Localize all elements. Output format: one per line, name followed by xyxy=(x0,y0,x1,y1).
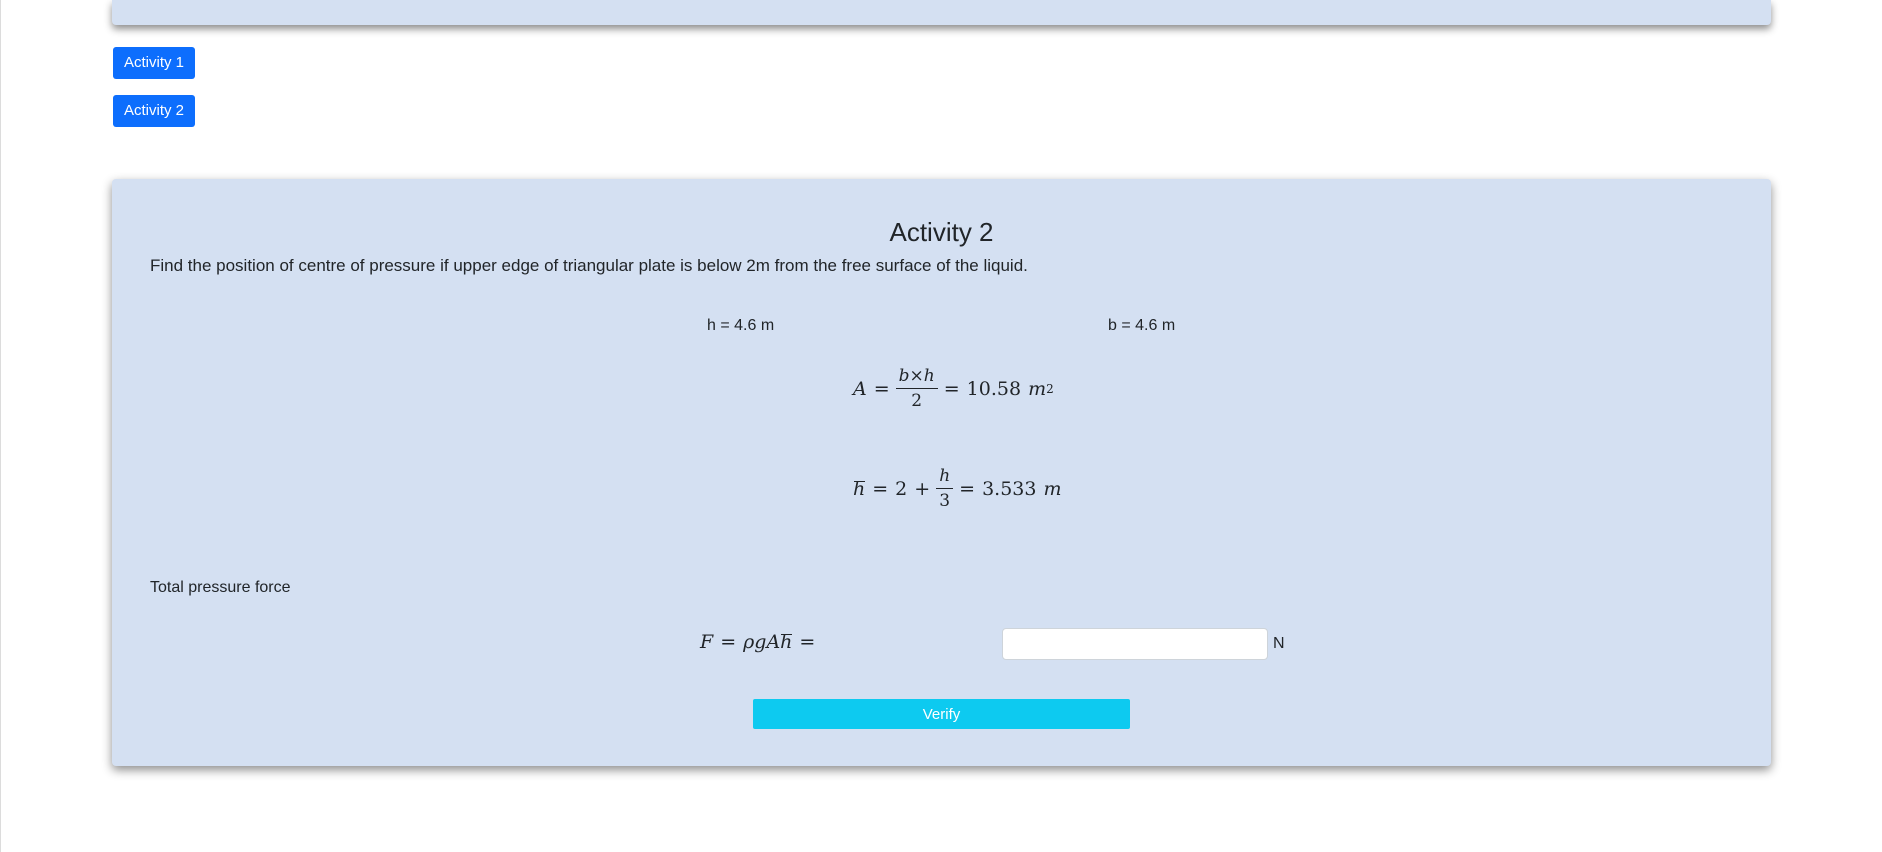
force-symbol: F xyxy=(700,631,714,653)
area-value: 10.58 xyxy=(966,377,1022,400)
verify-button[interactable]: Verify xyxy=(753,699,1130,729)
equals-sign: = xyxy=(943,377,960,400)
depth-constant: 2 xyxy=(895,477,908,500)
activity-title: Activity 2 xyxy=(889,217,994,247)
activity-card xyxy=(112,179,1771,766)
force-equation xyxy=(700,631,815,653)
area-symbol: A xyxy=(853,377,867,400)
given-height: h = 4.6 m xyxy=(707,317,775,334)
force-unit: N xyxy=(1273,635,1285,652)
total-pressure-force-label: Total pressure force xyxy=(150,579,291,596)
equals-sign: = xyxy=(872,477,889,500)
centroid-depth-equation xyxy=(853,466,1062,511)
h-bar-symbol: h xyxy=(853,477,866,500)
question-text: Find the position of centre of pressure if upper edge of triangular plate is below 2m from the free surface of the liquid. xyxy=(150,256,1028,275)
equals-sign: = xyxy=(720,631,737,653)
area-unit: m xyxy=(1028,377,1047,400)
area-equation xyxy=(853,366,1054,411)
area-unit-exponent: 2 xyxy=(1046,381,1054,396)
depth-numerator: h xyxy=(936,466,953,489)
depth-unit: m xyxy=(1043,477,1062,500)
given-base: b = 4.6 m xyxy=(1108,317,1176,334)
depth-denominator: 3 xyxy=(939,491,951,511)
area-numerator: b×h xyxy=(896,366,938,389)
plus-sign: + xyxy=(914,477,931,500)
previous-activity-card xyxy=(112,0,1771,25)
activity-1-button[interactable]: Activity 1 xyxy=(113,47,195,79)
h-bar-symbol: h xyxy=(780,631,793,653)
depth-value: 3.533 xyxy=(982,477,1037,500)
equals-sign: = xyxy=(873,377,890,400)
activity-2-button[interactable]: Activity 2 xyxy=(113,95,195,127)
equals-sign: = xyxy=(799,631,816,653)
force-answer-input[interactable] xyxy=(1002,628,1268,660)
area-fraction xyxy=(896,366,938,411)
area-denominator: 2 xyxy=(911,391,923,411)
force-terms: ρgA xyxy=(743,631,781,653)
equals-sign: = xyxy=(959,477,976,500)
depth-fraction xyxy=(936,466,953,511)
